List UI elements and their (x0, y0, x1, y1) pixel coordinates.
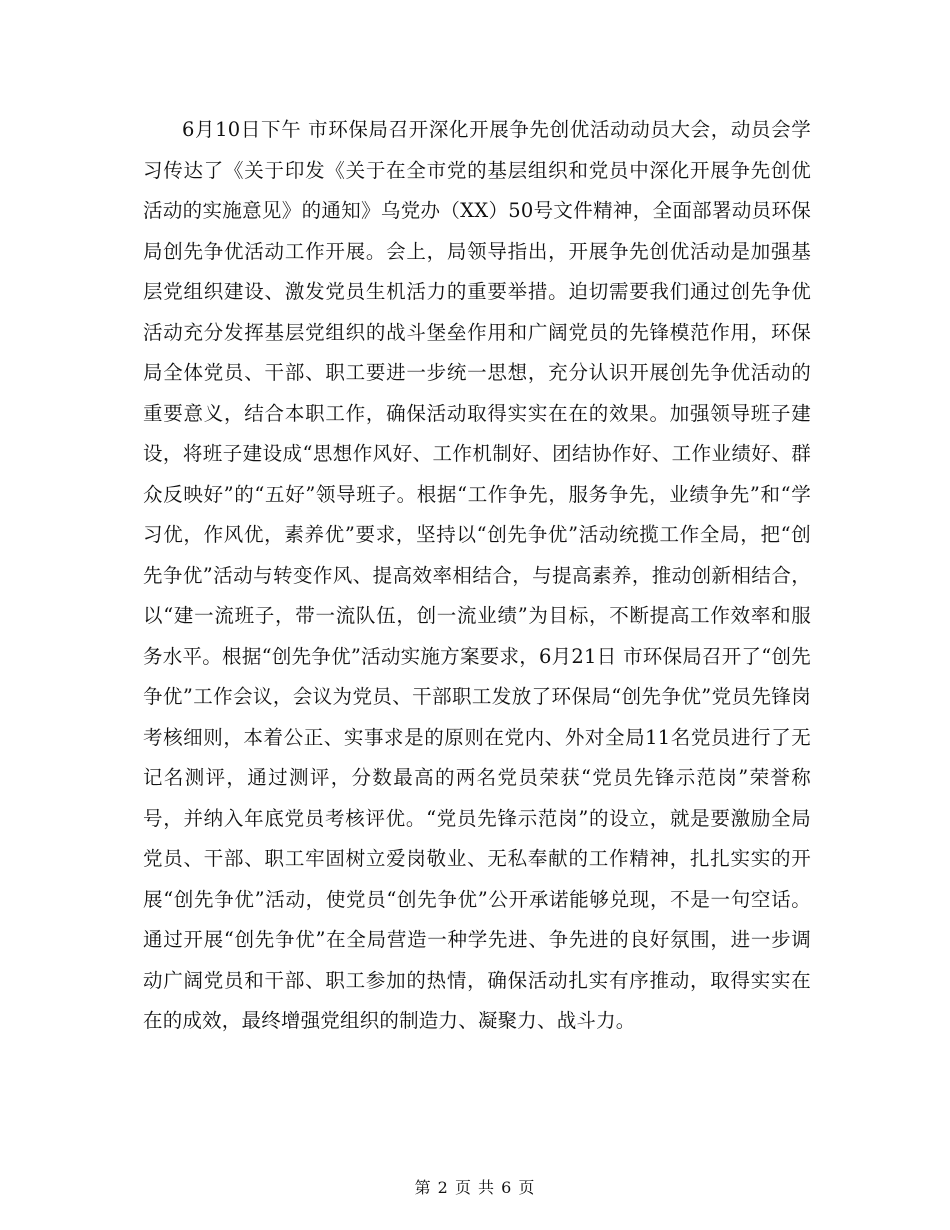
body-paragraph: 6月10日下午 市环保局召开深化开展争先创优活动动员大会，动员会学习传达了《关于印发《关于在全市党的基层组织和党员中深化开展争先创优活动的实施意见》的通知》乌党办（XX）50号文件精神，全面部署动员环保局创先争优活动工作开展。会上，局领导指出，开展争先创优活动是加强基层党组织建设、激发党员生机活力的重要举措。迫切需要我们通过创先争优活动充分发挥基层党组织的战斗堡垒作用和广阔党员的先锋模范作用，环保局全体党员、干部、职工要进一步统一思想，充分认识开展创先争优活动的重要意义，结合本职工作，确保活动取得实实在在的效果。加强领导班子建设，将班子建设成“思想作风好、工作机制好、团结协作好、工作业绩好、群众反映好”的“五好”领导班子。根据“工作争先，服务争先，业绩争先”和“学习优，作风优，素养优”要求，坚持以“创先争优”活动统揽工作全局，把“创先争优”活动与转变作风、提高效率相结合，与提高素养，推动创新相结合，以“建一流班子，带一流队伍，创一流业绩”为目标，不断提高工作效率和服务水平。根据“创先争优”活动实施方案要求，6月21日 市环保局召开了“创先争优”工作会议，会议为党员、干部职工发放了环保局“创先争优”党员先锋岗考核细则，本着公正、实事求是的原则在党内、外对全局11名党员进行了无记名测评，通过测评，分数最高的两名党员荣获“党员先锋示范岗”荣誉称号，并纳入年底党员考核评优。“党员先锋示范岗”的设立，就是要激励全局党员、干部、职工牢固树立爱岗敬业、无私奉献的工作精神，扎扎实实的开展“创先争优”活动，使党员“创先争优”公开承诺能够兑现，不是一句空话。通过开展“创先争优”在全局营造一种学先进、争先进的良好氛围，进一步调动广阔党员和干部、职工参加的热情，确保活动扎实有序推动，取得实实在在的成效，最终增强党组织的制造力、凝聚力、战斗力。 (143, 118, 811, 1032)
page-footer: 第 2 页 共 6 页 (414, 1178, 536, 1197)
